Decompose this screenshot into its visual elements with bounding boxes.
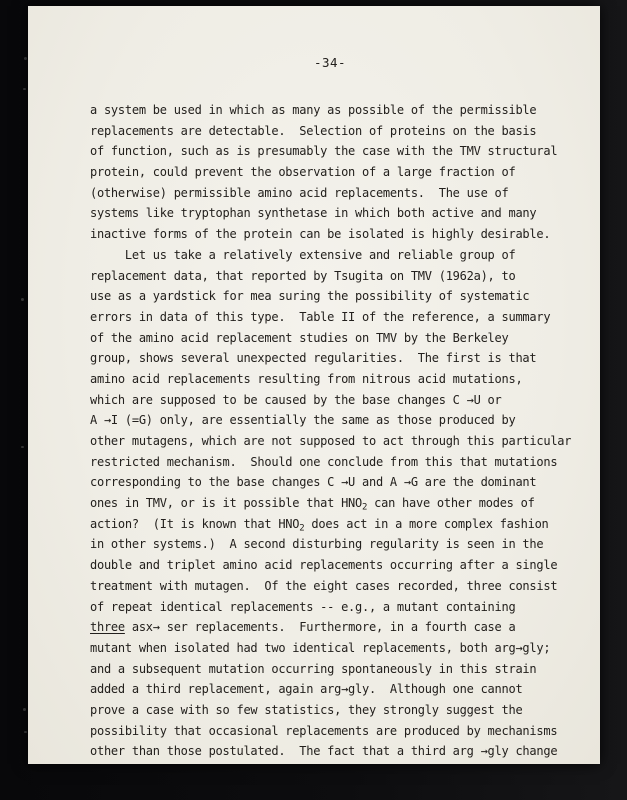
text-line: A →I (=G) only, are essentially the same as those produced by bbox=[90, 413, 516, 428]
text-line: (otherwise) permissible amino acid replacements. The use of bbox=[90, 185, 509, 200]
text-line: replacements are detectable. Selection of proteins on the basis bbox=[90, 123, 537, 138]
text-line: in other systems.) A second disturbing regularity is seen in the bbox=[90, 537, 544, 552]
scan-artifact bbox=[21, 446, 24, 448]
text-line: other than those postulated. The fact that a third arg →gly change bbox=[90, 744, 558, 759]
text-line: systems like tryptophan synthetase in which both active and many bbox=[90, 206, 537, 221]
scan-artifact bbox=[23, 708, 26, 711]
text-line: amino acid replacements resulting from nitrous acid mutations, bbox=[90, 371, 523, 386]
text-line: ones in TMV, or is it possible that $HNO_2$ can have other modes of bbox=[90, 496, 535, 513]
text-line: double and triplet amino acid replacements occurring after a single bbox=[90, 558, 558, 573]
text-line: three asx→ ser replacements. Furthermore, in a fourth case a bbox=[90, 620, 516, 635]
text-line: added a third replacement, again arg→gly. Although one cannot bbox=[90, 682, 523, 697]
text-line: of the amino acid replacement studies on TMV by the Berkeley bbox=[90, 330, 509, 345]
text-line: errors in data of this type. Table II of the reference, a summary bbox=[90, 309, 551, 324]
page-number: -34- bbox=[313, 55, 347, 70]
text-line: other mutagens, which are not supposed to act through this particular bbox=[90, 434, 572, 448]
text-line: group, shows several unexpected regularities. The first is that bbox=[90, 351, 537, 366]
text-line: treatment with mutagen. Of the eight cases recorded, three consist bbox=[90, 578, 558, 593]
text-line: action? (It is known that $HNO_2$ does act in a more complex fashion bbox=[90, 516, 549, 534]
text-line: prove a case with so few statistics, they strongly suggest the bbox=[90, 702, 523, 717]
text-line: replacement data, that reported by Tsugita on TMV (1962a), to bbox=[90, 268, 516, 283]
text-line: a system be used in which as many as possible of the permissible bbox=[90, 103, 537, 117]
document-page bbox=[28, 6, 600, 764]
text-line: use as a yardstick for mea suring the possibility of systematic bbox=[90, 289, 530, 304]
text-line: and a subsequent mutation occurring spontaneously in this strain bbox=[90, 661, 537, 676]
text-line: of repeat identical replacements -- e.g., a mutant containing bbox=[90, 599, 516, 614]
text-line: corresponding to the base changes C →U and A →G are the dominant bbox=[90, 475, 537, 490]
text-line: protein, could prevent the observation of a large fraction of bbox=[90, 165, 516, 180]
text-block bbox=[90, 100, 590, 762]
scan-artifact bbox=[24, 57, 27, 60]
text-line: possibility that occasional replacements are produced by mechanisms bbox=[90, 723, 558, 738]
scan-artifact bbox=[21, 298, 24, 301]
text-line: Let us take a relatively extensive and reliable group of bbox=[90, 247, 516, 262]
text-line: of function, such as is presumably the case with the TMV structural bbox=[90, 144, 558, 159]
text-line: restricted mechanism. Should one conclude from this that mutations bbox=[90, 454, 558, 469]
scan-artifact bbox=[23, 88, 26, 90]
scan-artifact bbox=[24, 731, 27, 733]
text-line: mutant when isolated had two identical replacements, both arg→gly; bbox=[90, 640, 551, 655]
text-line: which are supposed to be caused by the base changes C →U or bbox=[90, 392, 502, 407]
text-line: inactive forms of the protein can be isolated is highly desirable. bbox=[90, 227, 551, 242]
